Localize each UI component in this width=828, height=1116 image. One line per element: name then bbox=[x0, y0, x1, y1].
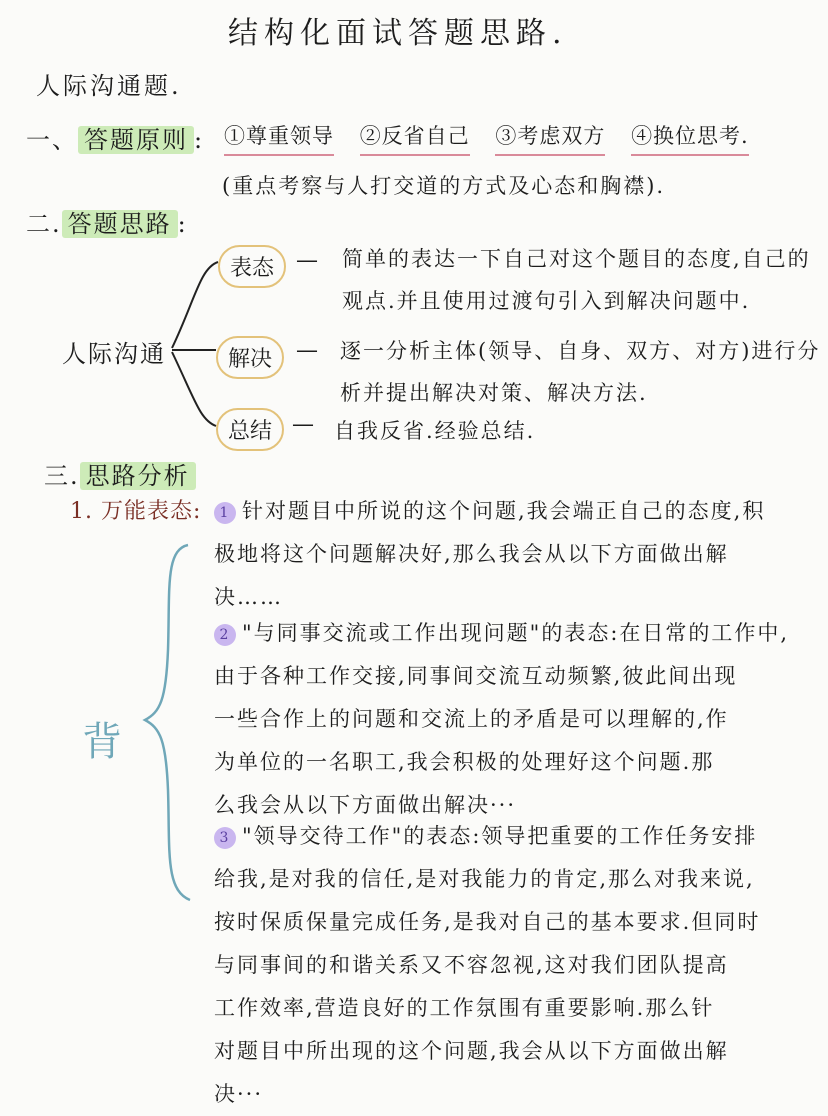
para-line: 对题目中所出现的这个问题,我会从以下方面做出解 bbox=[214, 1039, 729, 1063]
section-2-title: 答题思路 bbox=[62, 210, 178, 238]
statement-item-2 bbox=[214, 612, 789, 827]
branch-statement-desc bbox=[342, 238, 811, 322]
statement-item-1 bbox=[214, 490, 765, 619]
para-line: "领导交待工作"的表态:领导把重要的工作任务安排 bbox=[242, 824, 758, 848]
desc-line: 逐一分析主体(领导、自身、双方、对方)进行分 bbox=[340, 339, 821, 363]
desc-line: 简单的表达一下自己对这个题目的态度,自己的 bbox=[342, 247, 811, 271]
desc-line: 析并提出解决对策、解决方法. bbox=[340, 381, 648, 405]
number-badge: 1 bbox=[214, 502, 236, 524]
section-2-colon: : bbox=[177, 210, 188, 238]
para-line: 决…… bbox=[214, 585, 283, 609]
principle-item: ①尊重领导 bbox=[224, 120, 334, 156]
section-1-title: 答题原则 bbox=[78, 126, 194, 154]
branch-dash: — bbox=[292, 412, 314, 437]
branch-solve-desc bbox=[340, 330, 820, 414]
para-line: 由于各种工作交接,同事间交流互动频繁,彼此间出现 bbox=[214, 664, 738, 688]
topic-heading: 人际沟通题. bbox=[36, 72, 182, 100]
principle-item: ③考虑双方 bbox=[495, 120, 605, 156]
principle-item: ②反省自己 bbox=[360, 120, 470, 156]
number-badge: 2 bbox=[214, 624, 236, 646]
number-badge: 3 bbox=[214, 827, 236, 849]
para-line: 为单位的一名职工,我会积极的处理好这个问题.那 bbox=[214, 750, 715, 774]
para-line: 决··· bbox=[214, 1082, 264, 1106]
universal-statement-label: 1. 万能表态: bbox=[70, 499, 202, 524]
branch-statement: 表态 bbox=[218, 245, 286, 288]
para-line: 给我,是对我的信任,是对我能力的肯定,那么对我来说, bbox=[214, 867, 755, 891]
para-line: 与同事间的和谐关系又不容忽视,这对我们团队提高 bbox=[214, 953, 729, 977]
section-1-colon: : bbox=[194, 126, 205, 154]
branch-summary-desc bbox=[334, 410, 535, 452]
para-line: 针对题目中所说的这个问题,我会端正自己的态度,积 bbox=[242, 499, 766, 523]
principle-item: ④换位思考. bbox=[631, 120, 749, 156]
para-line: 么我会从以下方面做出解决··· bbox=[214, 793, 517, 817]
section-3-heading bbox=[44, 456, 196, 491]
para-line: "与同事交流或工作出现问题"的表态:在日常的工作中, bbox=[242, 621, 790, 645]
statement-item-3 bbox=[214, 815, 760, 1116]
para-line: 工作效率,营造良好的工作氛围有重要影响.那么针 bbox=[214, 996, 715, 1020]
section-3-title: 思路分析 bbox=[80, 462, 196, 490]
branch-dash: — bbox=[296, 338, 318, 363]
memorize-note: 背 bbox=[82, 719, 122, 765]
para-line: 极地将这个问题解决好,那么我会从以下方面做出解 bbox=[214, 542, 729, 566]
desc-line: 自我反省.经验总结. bbox=[334, 419, 536, 443]
branch-summary: 总结 bbox=[216, 408, 284, 451]
section-1-prefix: 一、 bbox=[26, 126, 78, 154]
branch-dash: — bbox=[296, 248, 318, 273]
para-line: 按时保质保量完成任务,是我对自己的基本要求.但同时 bbox=[214, 910, 761, 934]
desc-line: 观点.并且使用过渡句引入到解决问题中. bbox=[342, 289, 751, 313]
para-line: 一些合作上的问题和交流上的矛盾是可以理解的,作 bbox=[214, 707, 729, 731]
page-title: 结构化面试答题思路. bbox=[228, 16, 568, 51]
principles-note: (重点考察与人打交道的方式及心态和胸襟). bbox=[222, 174, 666, 198]
mindmap-center: 人际沟通 bbox=[62, 340, 166, 368]
section-3-prefix: 三. bbox=[44, 462, 80, 490]
branch-solve: 解决 bbox=[216, 336, 284, 379]
section-2-prefix: 二. bbox=[26, 210, 62, 238]
